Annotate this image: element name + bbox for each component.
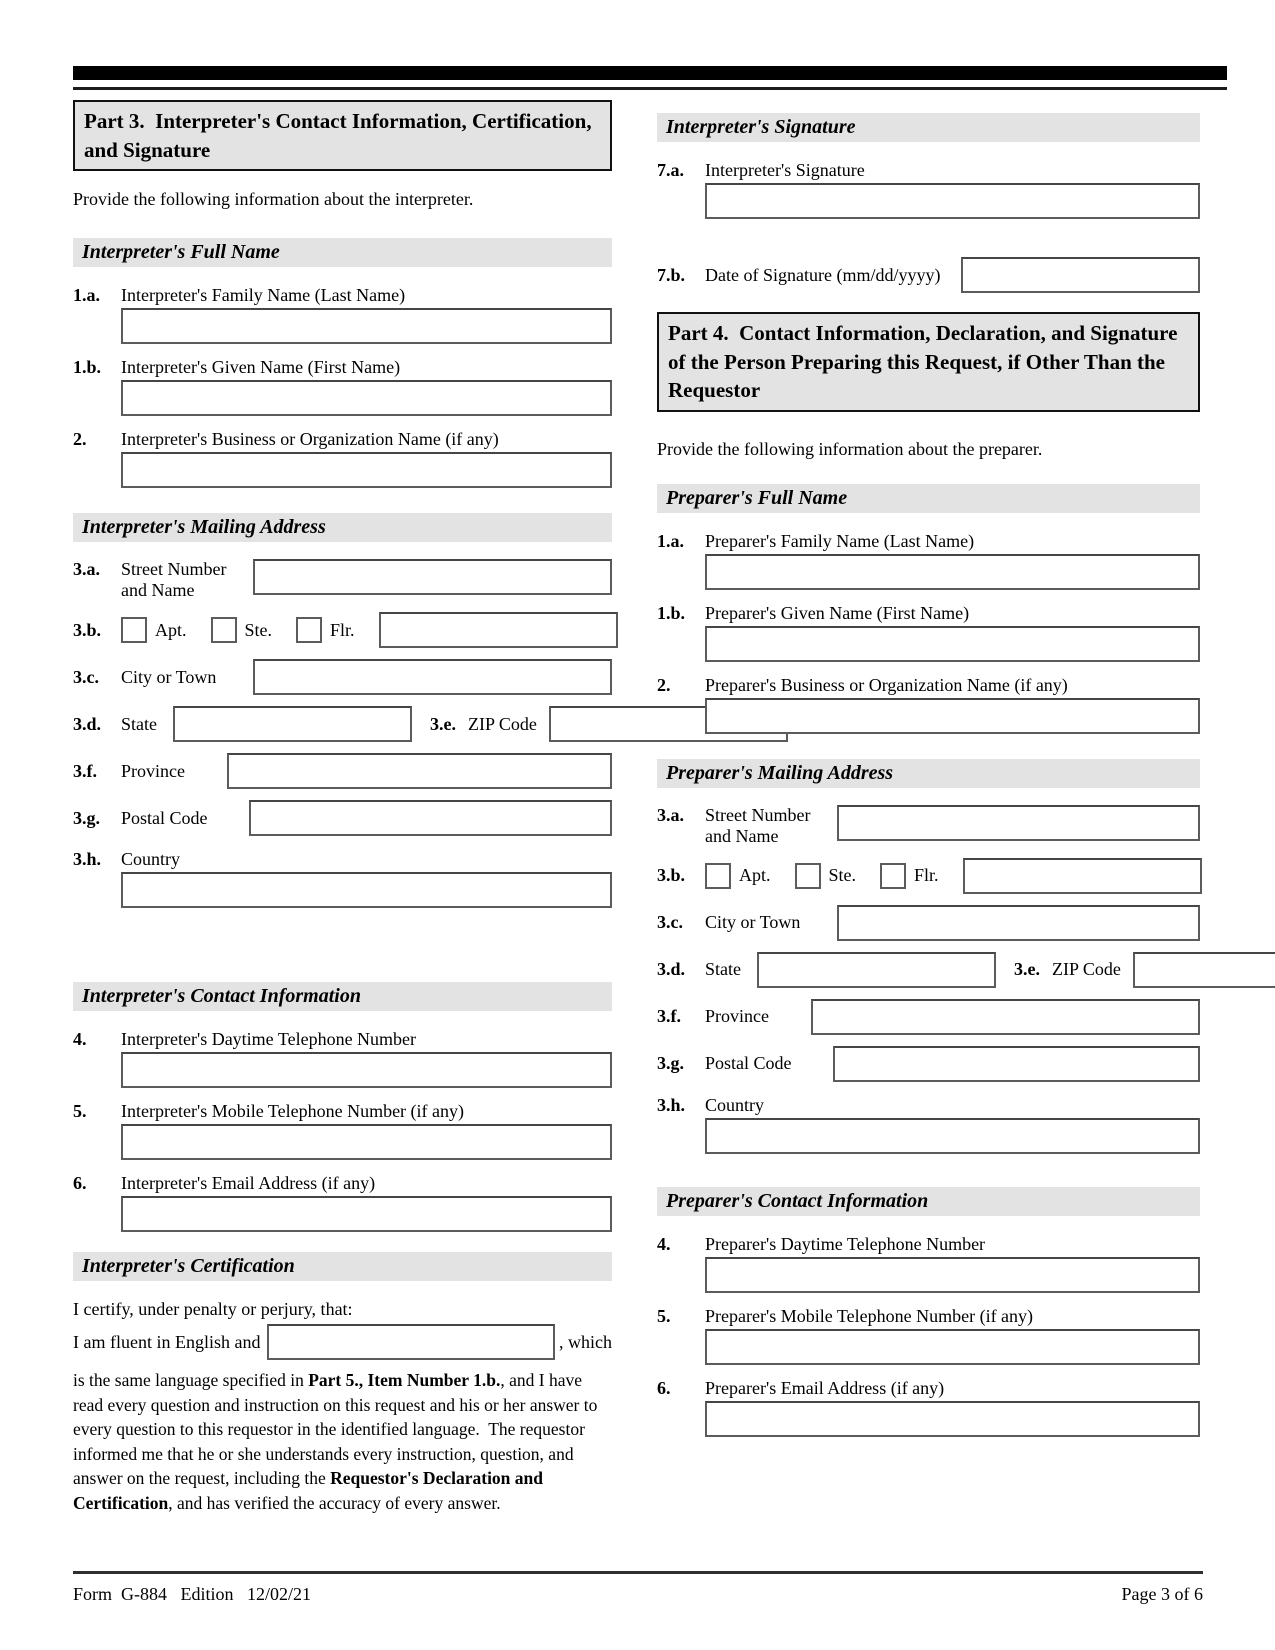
footer-form-info: Form G-884 Edition 12/02/21 [73, 1584, 311, 1604]
item-number-3b: 3.b. [657, 865, 686, 886]
field-label: State [705, 959, 741, 980]
field-label: Preparer's Family Name (Last Name) [705, 530, 975, 551]
row-preparer-province [657, 999, 1200, 1035]
item-number-7a: 7.a. [657, 160, 684, 180]
interpreter-family-name-input[interactable] [121, 308, 612, 344]
row-interpreter-province [73, 753, 612, 789]
interpreter-country-input[interactable] [121, 872, 612, 908]
field-interpreter-daytime-phone [73, 1028, 612, 1088]
item-number-2: 2. [657, 674, 671, 695]
row-interpreter-street [73, 559, 612, 601]
part3-heading: Part 3. Interpreter's Contact Information, Certification, and Signature [73, 100, 612, 171]
field-preparer-email [657, 1377, 1200, 1437]
field-interpreter-mobile-phone [73, 1100, 612, 1160]
preparer-province-input[interactable] [811, 999, 1200, 1035]
interpreter-unit-number-input[interactable] [379, 612, 618, 648]
preparer-mobile-phone-input[interactable] [705, 1329, 1200, 1365]
field-label: Interpreter's Family Name (Last Name) [121, 285, 406, 306]
footer-page-number: Page 3 of 6 [1121, 1584, 1203, 1604]
cert-fluent-suffix: , which [559, 1331, 612, 1352]
interpreter-daytime-phone-input[interactable] [121, 1052, 612, 1088]
field-preparer-mobile-phone [657, 1305, 1200, 1365]
row-interpreter-signature-date [657, 257, 1200, 293]
ste-checkbox[interactable] [795, 863, 821, 889]
interpreter-given-name-input[interactable] [121, 380, 612, 416]
field-label: Preparer's Business or Organization Name (if any) [705, 674, 1068, 695]
part4-heading: Part 4. Contact Information, Declaration, and Signature of the Person Preparing this Request, if Other Than the Requestor [657, 312, 1200, 412]
item-number-3b: 3.b. [73, 619, 102, 640]
section-interpreter-mailing-address: Interpreter's Mailing Address [73, 513, 612, 542]
top-thick-rule [73, 66, 1227, 80]
footer-rule [73, 1571, 1203, 1574]
field-interpreter-business-name [73, 428, 612, 488]
field-label: Street Number and Name [121, 559, 227, 601]
apt-checkbox[interactable] [705, 863, 731, 889]
ste-checkbox-label: Ste. [244, 619, 273, 640]
field-label: State [121, 713, 157, 734]
preparer-street-input[interactable] [837, 805, 1200, 841]
preparer-state-input[interactable] [757, 952, 996, 988]
field-interpreter-country [73, 848, 612, 908]
preparer-business-name-input[interactable] [705, 698, 1200, 734]
field-preparer-business-name [657, 674, 1200, 734]
item-number-1b: 1.b. [657, 602, 686, 623]
flr-checkbox-label: Flr. [330, 619, 355, 640]
item-number-3d: 3.d. [73, 713, 102, 734]
field-label: Date of Signature (mm/dd/yyyy) [705, 265, 941, 285]
field-preparer-country [657, 1094, 1200, 1154]
preparer-zip-input[interactable] [1133, 952, 1275, 988]
cert-fluent-prefix: I am fluent in English and [73, 1331, 261, 1352]
section-preparer-contact-info: Preparer's Contact Information [657, 1187, 1200, 1216]
item-number-1b: 1.b. [73, 357, 102, 378]
field-interpreter-signature [657, 159, 1200, 219]
item-number-3h: 3.h. [73, 849, 102, 870]
row-preparer-city [657, 905, 1200, 941]
certification-language-input[interactable] [267, 1324, 555, 1360]
interpreter-signature-input[interactable] [705, 183, 1200, 219]
field-label: Province [705, 1006, 769, 1027]
field-label: Interpreter's Mobile Telephone Number (if any) [121, 1101, 465, 1122]
field-label: Postal Code [121, 807, 208, 828]
flr-checkbox[interactable] [296, 617, 322, 643]
interpreter-signature-date-input[interactable] [961, 257, 1200, 293]
field-interpreter-email [73, 1172, 612, 1232]
apt-checkbox-label: Apt. [739, 865, 771, 886]
item-number-5: 5. [657, 1305, 671, 1326]
field-interpreter-given-name [73, 356, 612, 416]
certification-intro-line: I certify, under penalty or perjury, that: [73, 1299, 353, 1320]
row-interpreter-unit [73, 612, 612, 648]
right-column [657, 100, 1200, 1437]
field-preparer-given-name [657, 602, 1200, 662]
cert-segment: , and has verified the accuracy of every answer. [168, 1492, 501, 1513]
part4-intro-text: Provide the following information about the preparer. [657, 438, 1043, 459]
row-interpreter-postal-code [73, 800, 612, 836]
interpreter-business-name-input[interactable] [121, 452, 612, 488]
section-interpreter-certification: Interpreter's Certification [73, 1252, 612, 1281]
certification-language-row [73, 1324, 612, 1360]
item-number-3f: 3.f. [73, 760, 97, 781]
item-number-3e: 3.e. [430, 713, 456, 734]
field-label: Country [705, 1094, 765, 1115]
section-interpreter-signature: Interpreter's Signature [657, 113, 1200, 142]
field-label: Province [121, 760, 185, 781]
preparer-family-name-input[interactable] [705, 554, 1200, 590]
left-column [73, 100, 612, 1515]
field-label: Preparer's Daytime Telephone Number [705, 1233, 986, 1254]
field-label: Interpreter's Given Name (First Name) [121, 357, 401, 378]
cert-segment: , and I have read every question and instruction on this request and his or her answer to every question to this requestor in the identified language. The requestor informed me that he or she understands every instruction, question, and answer on the request, including the [73, 1370, 602, 1489]
item-number-4: 4. [73, 1029, 87, 1050]
preparer-email-input[interactable] [705, 1401, 1200, 1437]
flr-checkbox[interactable] [880, 863, 906, 889]
field-label: Street Number and Name [705, 804, 811, 846]
apt-checkbox[interactable] [121, 617, 147, 643]
preparer-city-input[interactable] [837, 905, 1200, 941]
item-number-1a: 1.a. [73, 285, 100, 306]
row-interpreter-city [73, 659, 612, 695]
item-number-3g: 3.g. [73, 807, 100, 828]
item-number-3a: 3.a. [657, 804, 684, 825]
field-label: City or Town [121, 666, 217, 687]
item-number-4: 4. [657, 1233, 671, 1254]
field-label: Preparer's Email Address (if any) [705, 1377, 945, 1398]
item-number-2: 2. [73, 429, 87, 450]
field-label: Interpreter's Business or Organization Name (if any) [121, 429, 499, 450]
item-number-1a: 1.a. [657, 530, 684, 551]
preparer-postal-code-input[interactable] [833, 1046, 1200, 1082]
preparer-unit-number-input[interactable] [963, 858, 1202, 894]
item-number-6: 6. [73, 1173, 87, 1194]
cert-segment-bold: Part 5., Item Number 1.b. [308, 1370, 501, 1391]
field-label: City or Town [705, 912, 801, 933]
apt-checkbox-label: Apt. [155, 619, 187, 640]
section-interpreter-contact-info: Interpreter's Contact Information [73, 982, 612, 1011]
item-number-5: 5. [73, 1101, 87, 1122]
interpreter-city-input[interactable] [253, 659, 612, 695]
field-label: ZIP Code [468, 713, 537, 734]
row-interpreter-state-zip [73, 706, 612, 742]
field-label: ZIP Code [1052, 959, 1121, 980]
item-number-3g: 3.g. [657, 1053, 684, 1074]
row-preparer-street [657, 805, 1200, 847]
field-label: Postal Code [705, 1053, 792, 1074]
item-number-3c: 3.c. [657, 912, 683, 933]
row-preparer-state-zip [657, 952, 1200, 988]
field-preparer-daytime-phone [657, 1233, 1200, 1293]
item-number-7b: 7.b. [657, 265, 686, 285]
row-preparer-unit [657, 858, 1200, 894]
cert-segment: is the same language specified in [73, 1370, 309, 1391]
certification-paragraph [73, 1368, 612, 1515]
field-preparer-family-name [657, 530, 1200, 590]
preparer-daytime-phone-input[interactable] [705, 1257, 1200, 1293]
item-number-3a: 3.a. [73, 559, 100, 580]
ste-checkbox[interactable] [211, 617, 237, 643]
interpreter-province-input[interactable] [227, 753, 612, 789]
item-number-3f: 3.f. [657, 1006, 681, 1027]
interpreter-state-input[interactable] [173, 706, 412, 742]
top-thin-rule [73, 87, 1227, 90]
flr-checkbox-label: Flr. [914, 865, 939, 886]
row-preparer-postal-code [657, 1046, 1200, 1082]
interpreter-email-input[interactable] [121, 1196, 612, 1232]
section-preparer-mailing-address: Preparer's Mailing Address [657, 759, 1200, 788]
item-number-6: 6. [657, 1377, 671, 1398]
field-label: Preparer's Mobile Telephone Number (if any) [705, 1305, 1034, 1326]
section-interpreter-full-name: Interpreter's Full Name [73, 238, 612, 267]
interpreter-postal-code-input[interactable] [249, 800, 612, 836]
field-label: Interpreter's Signature [705, 160, 865, 180]
interpreter-mobile-phone-input[interactable] [121, 1124, 612, 1160]
field-interpreter-family-name [73, 284, 612, 344]
preparer-country-input[interactable] [705, 1118, 1200, 1154]
item-number-3h: 3.h. [657, 1094, 686, 1115]
ste-checkbox-label: Ste. [828, 865, 857, 886]
field-label: Interpreter's Daytime Telephone Number [121, 1029, 417, 1050]
field-label: Interpreter's Email Address (if any) [121, 1173, 376, 1194]
item-number-3e: 3.e. [1014, 959, 1040, 980]
preparer-given-name-input[interactable] [705, 626, 1200, 662]
field-label: Preparer's Given Name (First Name) [705, 602, 970, 623]
field-label: Country [121, 849, 181, 870]
cert-segment-bold: Requestor's Declaration and Certification [73, 1468, 548, 1513]
item-number-3c: 3.c. [73, 666, 99, 687]
section-preparer-full-name: Preparer's Full Name [657, 484, 1200, 513]
interpreter-street-input[interactable] [253, 559, 612, 595]
part3-intro-text: Provide the following information about the interpreter. [73, 189, 474, 210]
item-number-3d: 3.d. [657, 959, 686, 980]
